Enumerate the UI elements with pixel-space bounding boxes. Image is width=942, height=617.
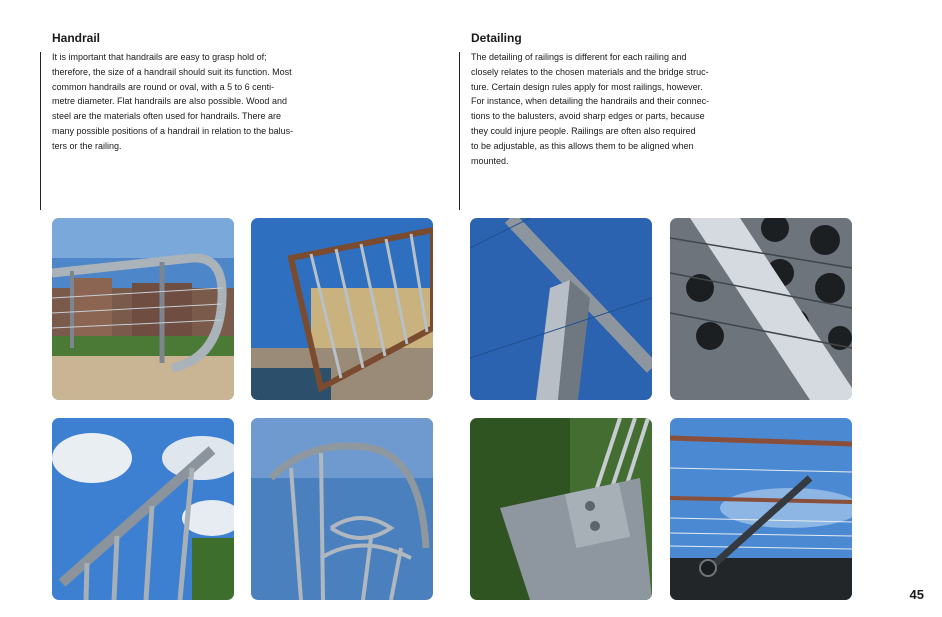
photo-handrail-sky bbox=[52, 418, 234, 600]
page-number: 45 bbox=[909, 587, 924, 602]
photo-curved-handrail bbox=[52, 218, 234, 400]
detailing-section bbox=[459, 30, 759, 168]
photo-post-detail bbox=[470, 218, 652, 400]
handrail-heading: Handrail bbox=[52, 31, 101, 45]
photo-cable-railing bbox=[670, 418, 852, 600]
detailing-heading: Detailing bbox=[471, 31, 522, 45]
photo-bolted-plate bbox=[470, 418, 652, 600]
handrail-section bbox=[40, 30, 340, 154]
right-rule bbox=[459, 52, 460, 210]
photo-looped-railing bbox=[251, 418, 433, 600]
photo-perforated-plate bbox=[670, 218, 852, 400]
photo-angled-railing bbox=[251, 218, 433, 400]
left-rule bbox=[40, 52, 41, 210]
handrail-body: It is important that handrails are easy to grasp hold of; therefore, the size of a handrail should suit its function. Most common handrails are round or oval, with a 5 to 6 centi- metre diameter. Flat handrails are also possible. Wood and steel are the materials often used for handrails. There are many possible positions of a handrail in relation to the balus- ters or the railing. bbox=[52, 52, 294, 151]
detailing-body: The detailing of railings is different for each railing and closely relates to the chosen materials and the bridge struc- ture. Certain design rules apply for most railings, however. For instance, when detailing the handrails and their connec- tions to the balusters, avoid sharp edges or parts, because they could injure people. Railings are often also required to be adjustable, as this allows them to be aligned when mounted. bbox=[471, 52, 710, 166]
